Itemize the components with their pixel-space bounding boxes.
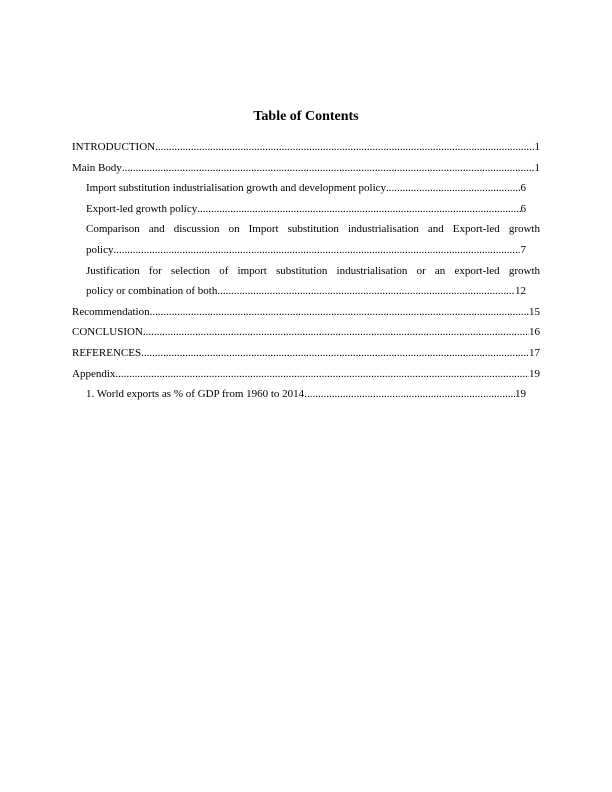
table-of-contents <box>72 137 540 405</box>
toc-dot-leader <box>141 343 529 364</box>
toc-dot-leader <box>143 322 529 343</box>
toc-entry-label: 1. World exports as % of GDP from 1960 to 2014 <box>86 388 305 401</box>
toc-dot-leader <box>115 364 529 385</box>
toc-entry-label: INTRODUCTION <box>72 141 156 153</box>
toc-entry-page: 16 <box>529 326 540 339</box>
toc-entry-label-line1: Comparison and discussion on Import substitution industrialisation and Export-led growth <box>86 223 540 236</box>
toc-entry-label: Recommendation <box>72 305 150 318</box>
toc-entry-page: 19 <box>529 367 540 380</box>
toc-entry-page: 19 <box>515 388 526 401</box>
toc-entry-label: Main Body <box>72 161 122 174</box>
toc-entry-label-line1: Justification for selection of import substitution industrialisation or an export-led growth <box>86 264 540 277</box>
toc-entry-conclusion[interactable] <box>72 322 540 343</box>
toc-entry-page: 17 <box>529 346 540 359</box>
toc-dot-leader <box>114 240 521 261</box>
toc-entry-import-substitution[interactable] <box>72 178 540 199</box>
toc-entry-label: CONCLUSION <box>72 326 143 339</box>
toc-entry-introduction[interactable] <box>72 137 540 158</box>
toc-dot-leader <box>386 178 520 199</box>
toc-entry-recommendation[interactable] <box>72 302 540 323</box>
toc-entry-label: Appendix <box>72 367 116 380</box>
toc-dot-leader <box>150 302 529 323</box>
toc-entry-page: 6 <box>520 202 526 215</box>
toc-title: Table of Contents <box>253 109 359 124</box>
toc-entry-page: 6 <box>520 182 526 195</box>
toc-entry-appendix[interactable] <box>72 364 540 385</box>
toc-entry-page: 7 <box>520 243 526 256</box>
toc-entry-label-line2: policy <box>86 243 114 256</box>
toc-entry-label: REFERENCES <box>72 346 142 359</box>
toc-dot-leader <box>155 137 534 158</box>
toc-entry-label: Import substitution industrialisation growth and development policy <box>86 182 387 195</box>
toc-entry-justification[interactable] <box>72 261 540 302</box>
toc-dot-leader <box>197 199 520 220</box>
toc-dot-leader <box>217 281 515 302</box>
toc-entry-label-line2: policy or combination of both <box>86 285 218 298</box>
toc-entry-main-body[interactable] <box>72 158 540 179</box>
toc-dot-leader <box>304 384 515 405</box>
toc-entry-page: 15 <box>529 305 540 318</box>
toc-entry-page: 12 <box>515 285 526 298</box>
toc-entry-label: Export-led growth policy <box>86 202 198 215</box>
toc-entry-world-exports[interactable] <box>72 384 540 405</box>
toc-entry-page: 1 <box>534 161 540 174</box>
toc-dot-leader <box>122 158 535 179</box>
toc-entry-comparison[interactable] <box>72 219 540 260</box>
toc-entry-page: 1 <box>534 141 540 153</box>
toc-entry-references[interactable] <box>72 343 540 364</box>
toc-entry-export-led-growth[interactable] <box>72 199 540 220</box>
